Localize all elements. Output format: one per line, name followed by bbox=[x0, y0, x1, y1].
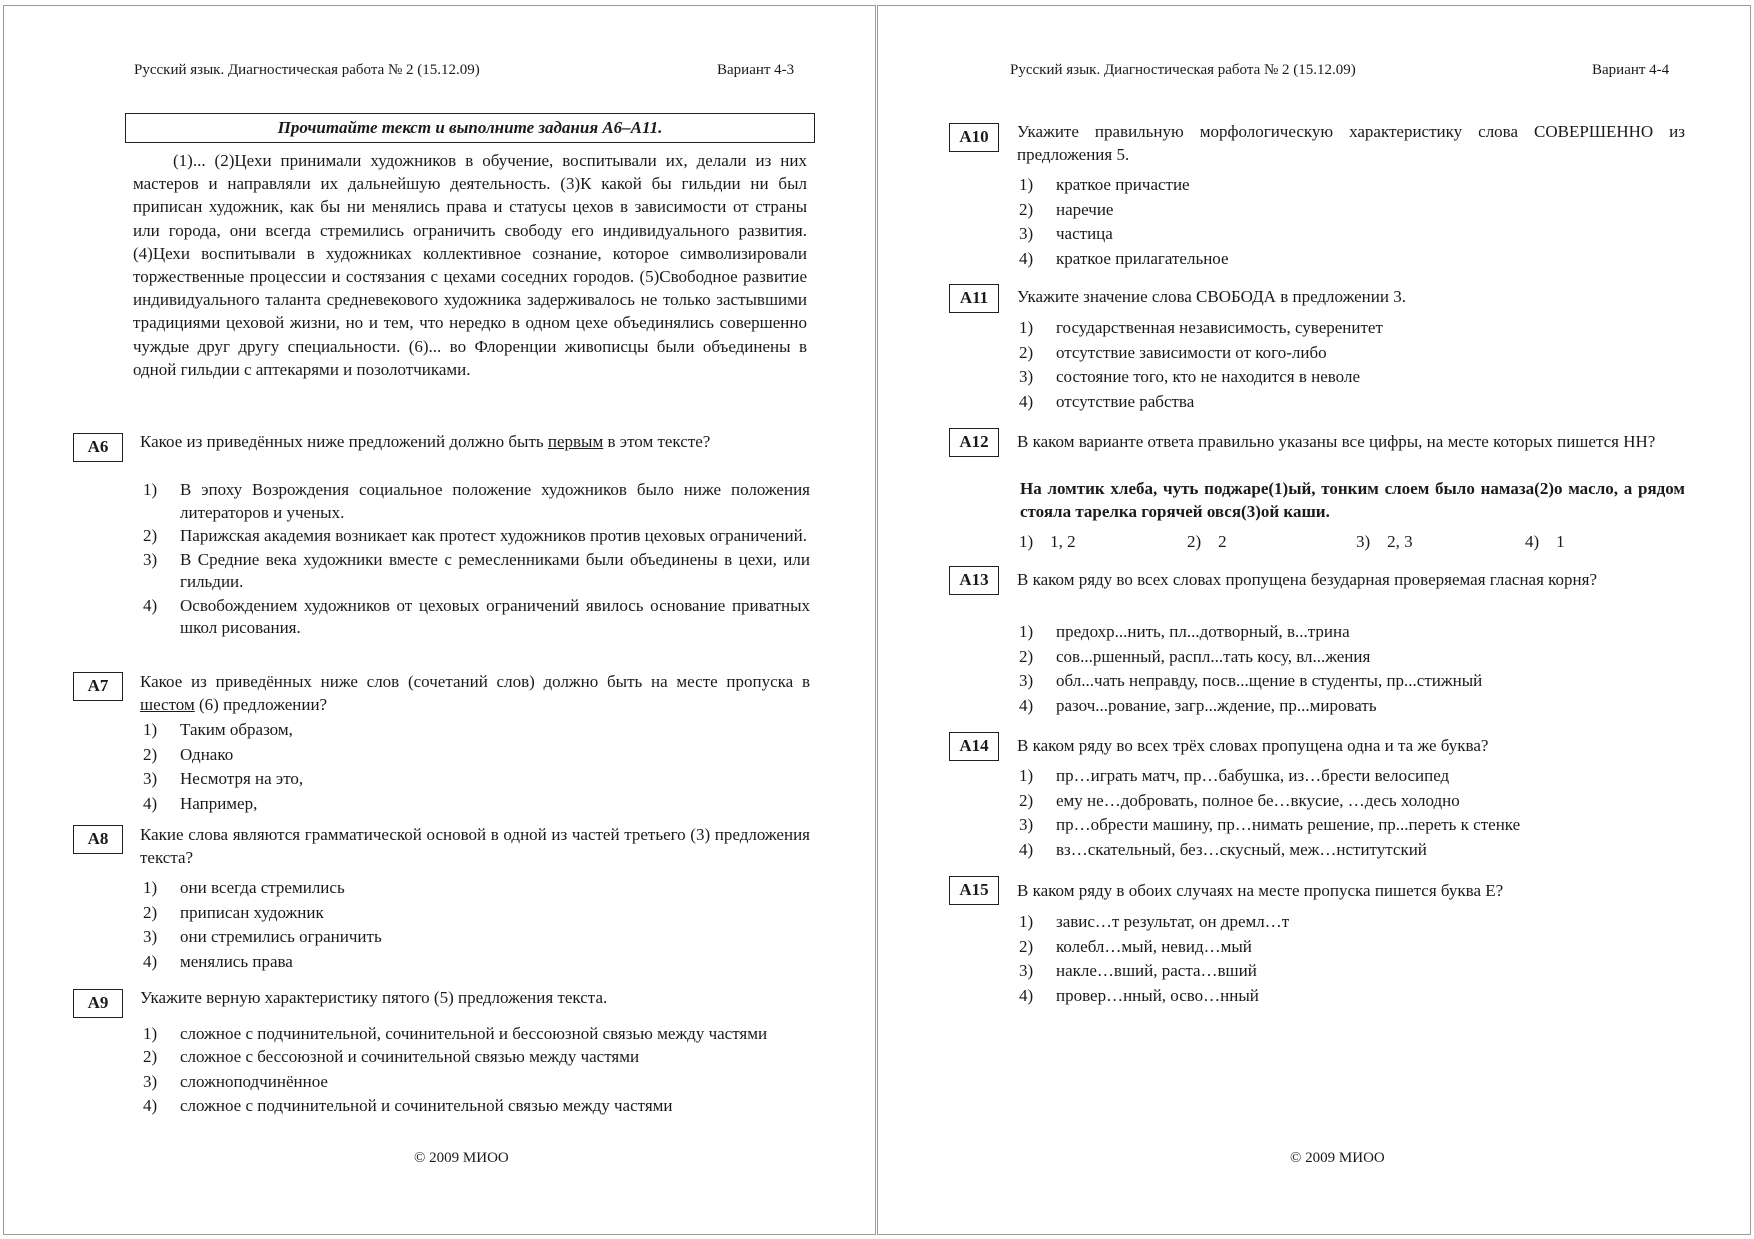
underlined-word: первым bbox=[547, 432, 604, 451]
question-a15-text: В каком ряду в обоих случаях на месте пропуска пишется буква Е? bbox=[1017, 881, 1504, 900]
question-number-a12: А12 bbox=[949, 428, 999, 457]
question-a6-options bbox=[143, 479, 810, 640]
option[interactable]: 2) ему не…добровать, полное бе…вкусие, …десь холодно bbox=[1019, 790, 1460, 810]
question-a11-text: Укажите значение слова СВОБОДА в предложении 3. bbox=[1017, 287, 1406, 306]
option[interactable]: 4) менялись права bbox=[143, 951, 293, 971]
underlined-word: шестом bbox=[140, 695, 195, 714]
option[interactable]: 1) предохр...нить, пл...дотворный, в...трина bbox=[1019, 622, 1350, 641]
question-a13-text: В каком ряду во всех словах пропущена безударная проверяемая гласная корня? bbox=[1017, 570, 1598, 589]
question-a12-text: В каком варианте ответа правильно указаны все цифры, на месте которых пишется НН? bbox=[1017, 432, 1656, 451]
left-footer: © 2009 МИОО bbox=[414, 1150, 509, 1166]
right-footer: © 2009 МИОО bbox=[1290, 1150, 1385, 1166]
question-a8-text: Какие слова являются грамматической основой в одной из частей третьего (3) предложения текста? bbox=[140, 825, 810, 867]
question-a10-text: Укажите правильную морфологическую характеристику слова СОВЕРШЕННО из предложения 5. bbox=[1017, 122, 1685, 164]
option[interactable]: 1) пр…играть матч, пр…бабушка, из…брести велосипед bbox=[1019, 766, 1450, 785]
option[interactable]: 3) В Средние века художники вместе с ремесленниками были объединены в цехи, или гильдии. bbox=[143, 549, 810, 591]
option[interactable]: 2) приписан художник bbox=[143, 902, 324, 922]
option[interactable]: 4) 1 bbox=[1525, 532, 1565, 551]
option[interactable]: 3) частица bbox=[1019, 224, 1113, 243]
option[interactable]: 1) сложное с подчинительной, сочинительной и бессоюзной связью между частями bbox=[143, 1024, 768, 1043]
option[interactable]: 4) разоч...рование, загр...ждение, пр...мировать bbox=[1019, 695, 1377, 715]
question-a15-options bbox=[1019, 910, 1679, 1008]
option[interactable]: 1) В эпоху Возрождения социальное положение художников было ниже положения литераторов и ученых. bbox=[143, 480, 810, 522]
question-a7-options bbox=[143, 718, 810, 816]
question-a11-options bbox=[1019, 316, 1679, 414]
option[interactable]: 4) провер…нный, осво…нный bbox=[1019, 985, 1259, 1005]
option[interactable]: 4) отсутствие рабства bbox=[1019, 391, 1195, 411]
option[interactable]: 1) Таким образом, bbox=[143, 720, 293, 739]
option[interactable]: 2) 2 bbox=[1187, 532, 1227, 551]
question-number-a14: А14 bbox=[949, 732, 999, 761]
question-a14-text: В каком ряду во всех трёх словах пропущена одна и та же буква? bbox=[1017, 736, 1489, 755]
question-number-a13: А13 bbox=[949, 566, 999, 595]
option[interactable]: 2) колебл…мый, невид…мый bbox=[1019, 936, 1252, 956]
option[interactable]: 4) Например, bbox=[143, 793, 258, 813]
option[interactable]: 4) вз…скательный, без…скусный, меж…нститутский bbox=[1019, 839, 1427, 859]
option[interactable]: 1) краткое причастие bbox=[1019, 175, 1190, 194]
question-a12-sentence: На ломтик хлеба, чуть поджаре(1)ый, тонким слоем было намаза(2)о масло, а рядом стояла тарелка горячей овся(3)ой каши. bbox=[1020, 479, 1685, 521]
question-number-a6: А6 bbox=[73, 433, 123, 462]
question-number-a8: А8 bbox=[73, 825, 123, 854]
question-a9-options bbox=[143, 1022, 810, 1119]
option[interactable]: 3) 2, 3 bbox=[1356, 532, 1413, 551]
option[interactable]: 1) завис…т результат, он дремл…т bbox=[1019, 912, 1290, 931]
question-a14-options bbox=[1019, 764, 1679, 862]
option[interactable]: 3) обл...чать неправду, посв...щение в студенты, пр...стижный bbox=[1019, 671, 1483, 690]
question-a12-options bbox=[1019, 530, 1679, 554]
option[interactable]: 2) наречие bbox=[1019, 199, 1114, 219]
instruction-box bbox=[125, 113, 815, 143]
option[interactable]: 3) накле…вший, раста…вший bbox=[1019, 961, 1257, 980]
option[interactable]: 4) Освобождением художников от цеховых ограничений явилось основание приватных школ рисования. bbox=[143, 595, 810, 637]
option[interactable]: 2) Парижская академия возникает как протест художников против цеховых ограничений. bbox=[143, 526, 807, 545]
instruction-text: Прочитайте текст и выполните задания А6–А11. bbox=[277, 118, 663, 137]
question-a10-options bbox=[1019, 173, 1679, 271]
option[interactable]: 4) сложное с подчинительной и сочинительной связью между частями bbox=[143, 1096, 673, 1115]
question-number-a15: А15 bbox=[949, 876, 999, 905]
question-number-a7: А7 bbox=[73, 672, 123, 701]
option[interactable]: 2) Однако bbox=[143, 744, 234, 764]
passage-text: (1)... (2)Цехи принимали художников в обучение, воспитывали их, делали из них мастеров и направляли их дальнейшую деятельность. (3)К какой бы гильдии ни был приписан художник, как бы ни менялись права и статусы цехов в зависимости от страны или города, они всегда стремились ограничить свободу его индивидуального развития. (4)Цехи воспитывали в художниках коллективное сознание, которое символизировали торжественные процессии и состязания с цехами соседних городов. (5)Свободное развитие индивидуального таланта средневекового художника задерживалось не только застывшими традициями цеховой жизни, но и тем, что нередко в одном цехе объединялись совершенно чуждые друг другу специальности. (6)... во Флоренции живописцы были объединены в одной гильдии с аптекарями и позолотчиками. bbox=[133, 151, 807, 379]
left-header-variant: Вариант 4-3 bbox=[717, 62, 795, 78]
question-a7-text: Какое из приведённых ниже слов (сочетаний слов) должно быть на месте пропуска в шестом (6) предложении? bbox=[140, 672, 810, 714]
right-header-title: Русский язык. Диагностическая работа № 2 (15.12.09) bbox=[1010, 62, 1356, 78]
left-header-title: Русский язык. Диагностическая работа № 2 (15.12.09) bbox=[134, 62, 480, 78]
question-number-a9: А9 bbox=[73, 989, 123, 1018]
right-header-variant: Вариант 4-4 bbox=[1592, 62, 1670, 78]
option[interactable]: 3) сложноподчинённое bbox=[143, 1071, 328, 1091]
question-a13-options bbox=[1019, 620, 1679, 718]
option[interactable]: 3) они стремились ограничить bbox=[143, 927, 382, 946]
option[interactable]: 3) Несмотря на это, bbox=[143, 769, 304, 788]
question-a6-text: Какое из приведённых ниже предложений должно быть первым в этом тексте? bbox=[140, 432, 711, 451]
question-a8-options bbox=[143, 876, 810, 974]
option[interactable]: 2) отсутствие зависимости от кого-либо bbox=[1019, 342, 1327, 362]
option[interactable]: 1) 1, 2 bbox=[1019, 532, 1076, 551]
question-number-a11: А11 bbox=[949, 284, 999, 313]
option[interactable]: 1) государственная независимость, суверенитет bbox=[1019, 318, 1383, 337]
option[interactable]: 3) состояние того, кто не находится в неволе bbox=[1019, 367, 1360, 386]
option[interactable]: 2) сложное с бессоюзной и сочинительной связью между частями bbox=[143, 1047, 640, 1066]
option[interactable]: 4) краткое прилагательное bbox=[1019, 248, 1229, 268]
question-number-a10: А10 bbox=[949, 123, 999, 152]
option[interactable]: 3) пр…обрести машину, пр…нимать решение, пр...переть к стенке bbox=[1019, 815, 1521, 834]
option[interactable]: 2) сов...ршенный, распл...тать косу, вл...жения bbox=[1019, 646, 1371, 666]
question-a9-text: Укажите верную характеристику пятого (5) предложения текста. bbox=[140, 988, 608, 1007]
option[interactable]: 1) они всегда стремились bbox=[143, 878, 345, 897]
